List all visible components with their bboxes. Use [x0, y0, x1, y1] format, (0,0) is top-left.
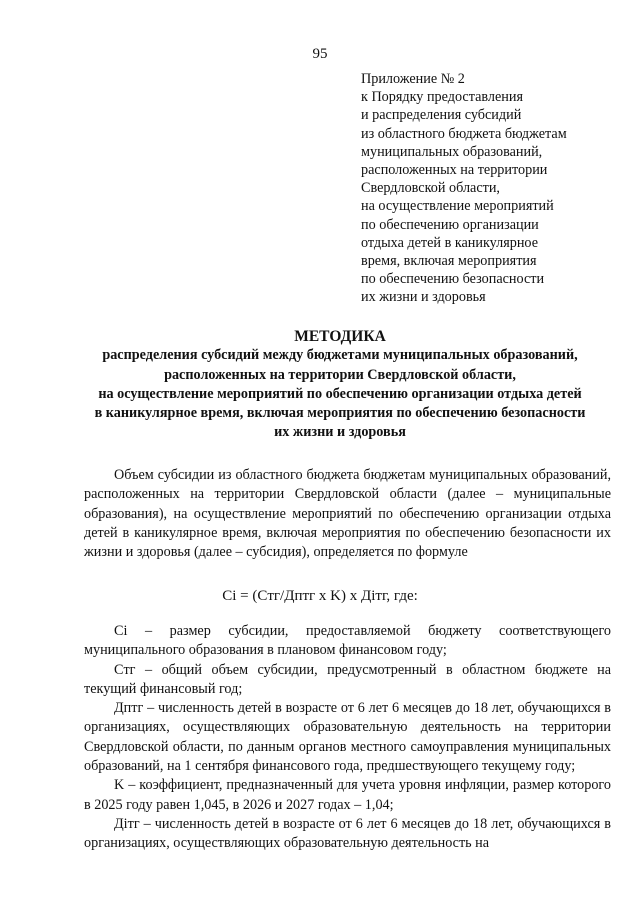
subtitle-line: расположенных на территории Свердловской области,: [164, 366, 516, 383]
appendix-line: по обеспечению безопасности: [361, 271, 545, 288]
document-title: МЕТОДИКА: [294, 328, 386, 345]
definition-item: Дптг – численность детей в возрасте от 6 лет 6 месяцев до 18 лет, обучающихся в организациях, осуществляющих образовательную деятельность на территории Свердловской области, по данным органов местного самоуправления муниципальных образований, на 1 сентября финансового года, предшествующего текущему году;: [84, 700, 611, 775]
appendix-line: отдыха детей в каникулярное: [361, 234, 538, 251]
subtitle-line: их жизни и здоровья: [274, 424, 406, 441]
appendix-line: Приложение № 2: [361, 71, 465, 87]
appendix-line: по обеспечению организации: [361, 216, 539, 233]
appendix-line: их жизни и здоровья: [361, 289, 486, 306]
definition-item: Дітг – численность детей в возрасте от 6 лет 6 месяцев до 18 лет, обучающихся в организациях, осуществляющих образовательную деятельность на: [84, 815, 611, 852]
appendix-line: к Порядку предоставления: [361, 89, 523, 106]
intro-section: [84, 466, 611, 562]
intro-paragraph: Объем субсидии из областного бюджета бюджетам муниципальных образований, расположенных на территории Свердловской области (далее – муниципальные образования), на осуществление мероприятий по обеспечению организации отдыха детей в каникулярное время, включая мероприятия по обеспечению безопасности их жизни и здоровья (далее – субсидия), определяется по формуле: [84, 467, 611, 561]
appendix-header: [361, 70, 631, 307]
appendix-line: муниципальных образований,: [361, 143, 543, 160]
page-number: 95: [312, 46, 328, 62]
appendix-line: Свердловской области,: [361, 180, 500, 197]
appendix-line: расположенных на территории: [361, 162, 548, 179]
definition-item: K – коэффициент, предназначенный для учета уровня инфляции, размер которого в 2025 году равен 1,045, в 2026 и 2027 годах – 1,04;: [84, 777, 611, 813]
appendix-line: и распределения субсидий: [361, 107, 522, 124]
formula: Ci = (Cтг/Дптг x K) x Дітг, где:: [222, 588, 418, 604]
appendix-line: на осуществление мероприятий: [361, 198, 554, 215]
document-title-block: [70, 327, 610, 443]
subtitle-line: в каникулярное время, включая мероприятия по обеспечению безопасности: [94, 405, 586, 422]
definition-item: Ci – размер субсидии, предоставляемой бюджету соответствующего муниципального образования в плановом финансовом году;: [84, 623, 611, 659]
subtitle-line: на осуществление мероприятий по обеспечению организации отдыха детей: [98, 385, 582, 402]
definition-item: Cтг – общий объем субсидии, предусмотренный в областном бюджете на текущий финансовый год;: [84, 661, 611, 697]
appendix-line: время, включая мероприятия: [361, 253, 537, 270]
subtitle-line: распределения субсидий между бюджетами муниципальных образований,: [102, 347, 578, 364]
definitions-list: [84, 622, 611, 854]
appendix-line: из областного бюджета бюджетам: [361, 125, 567, 142]
